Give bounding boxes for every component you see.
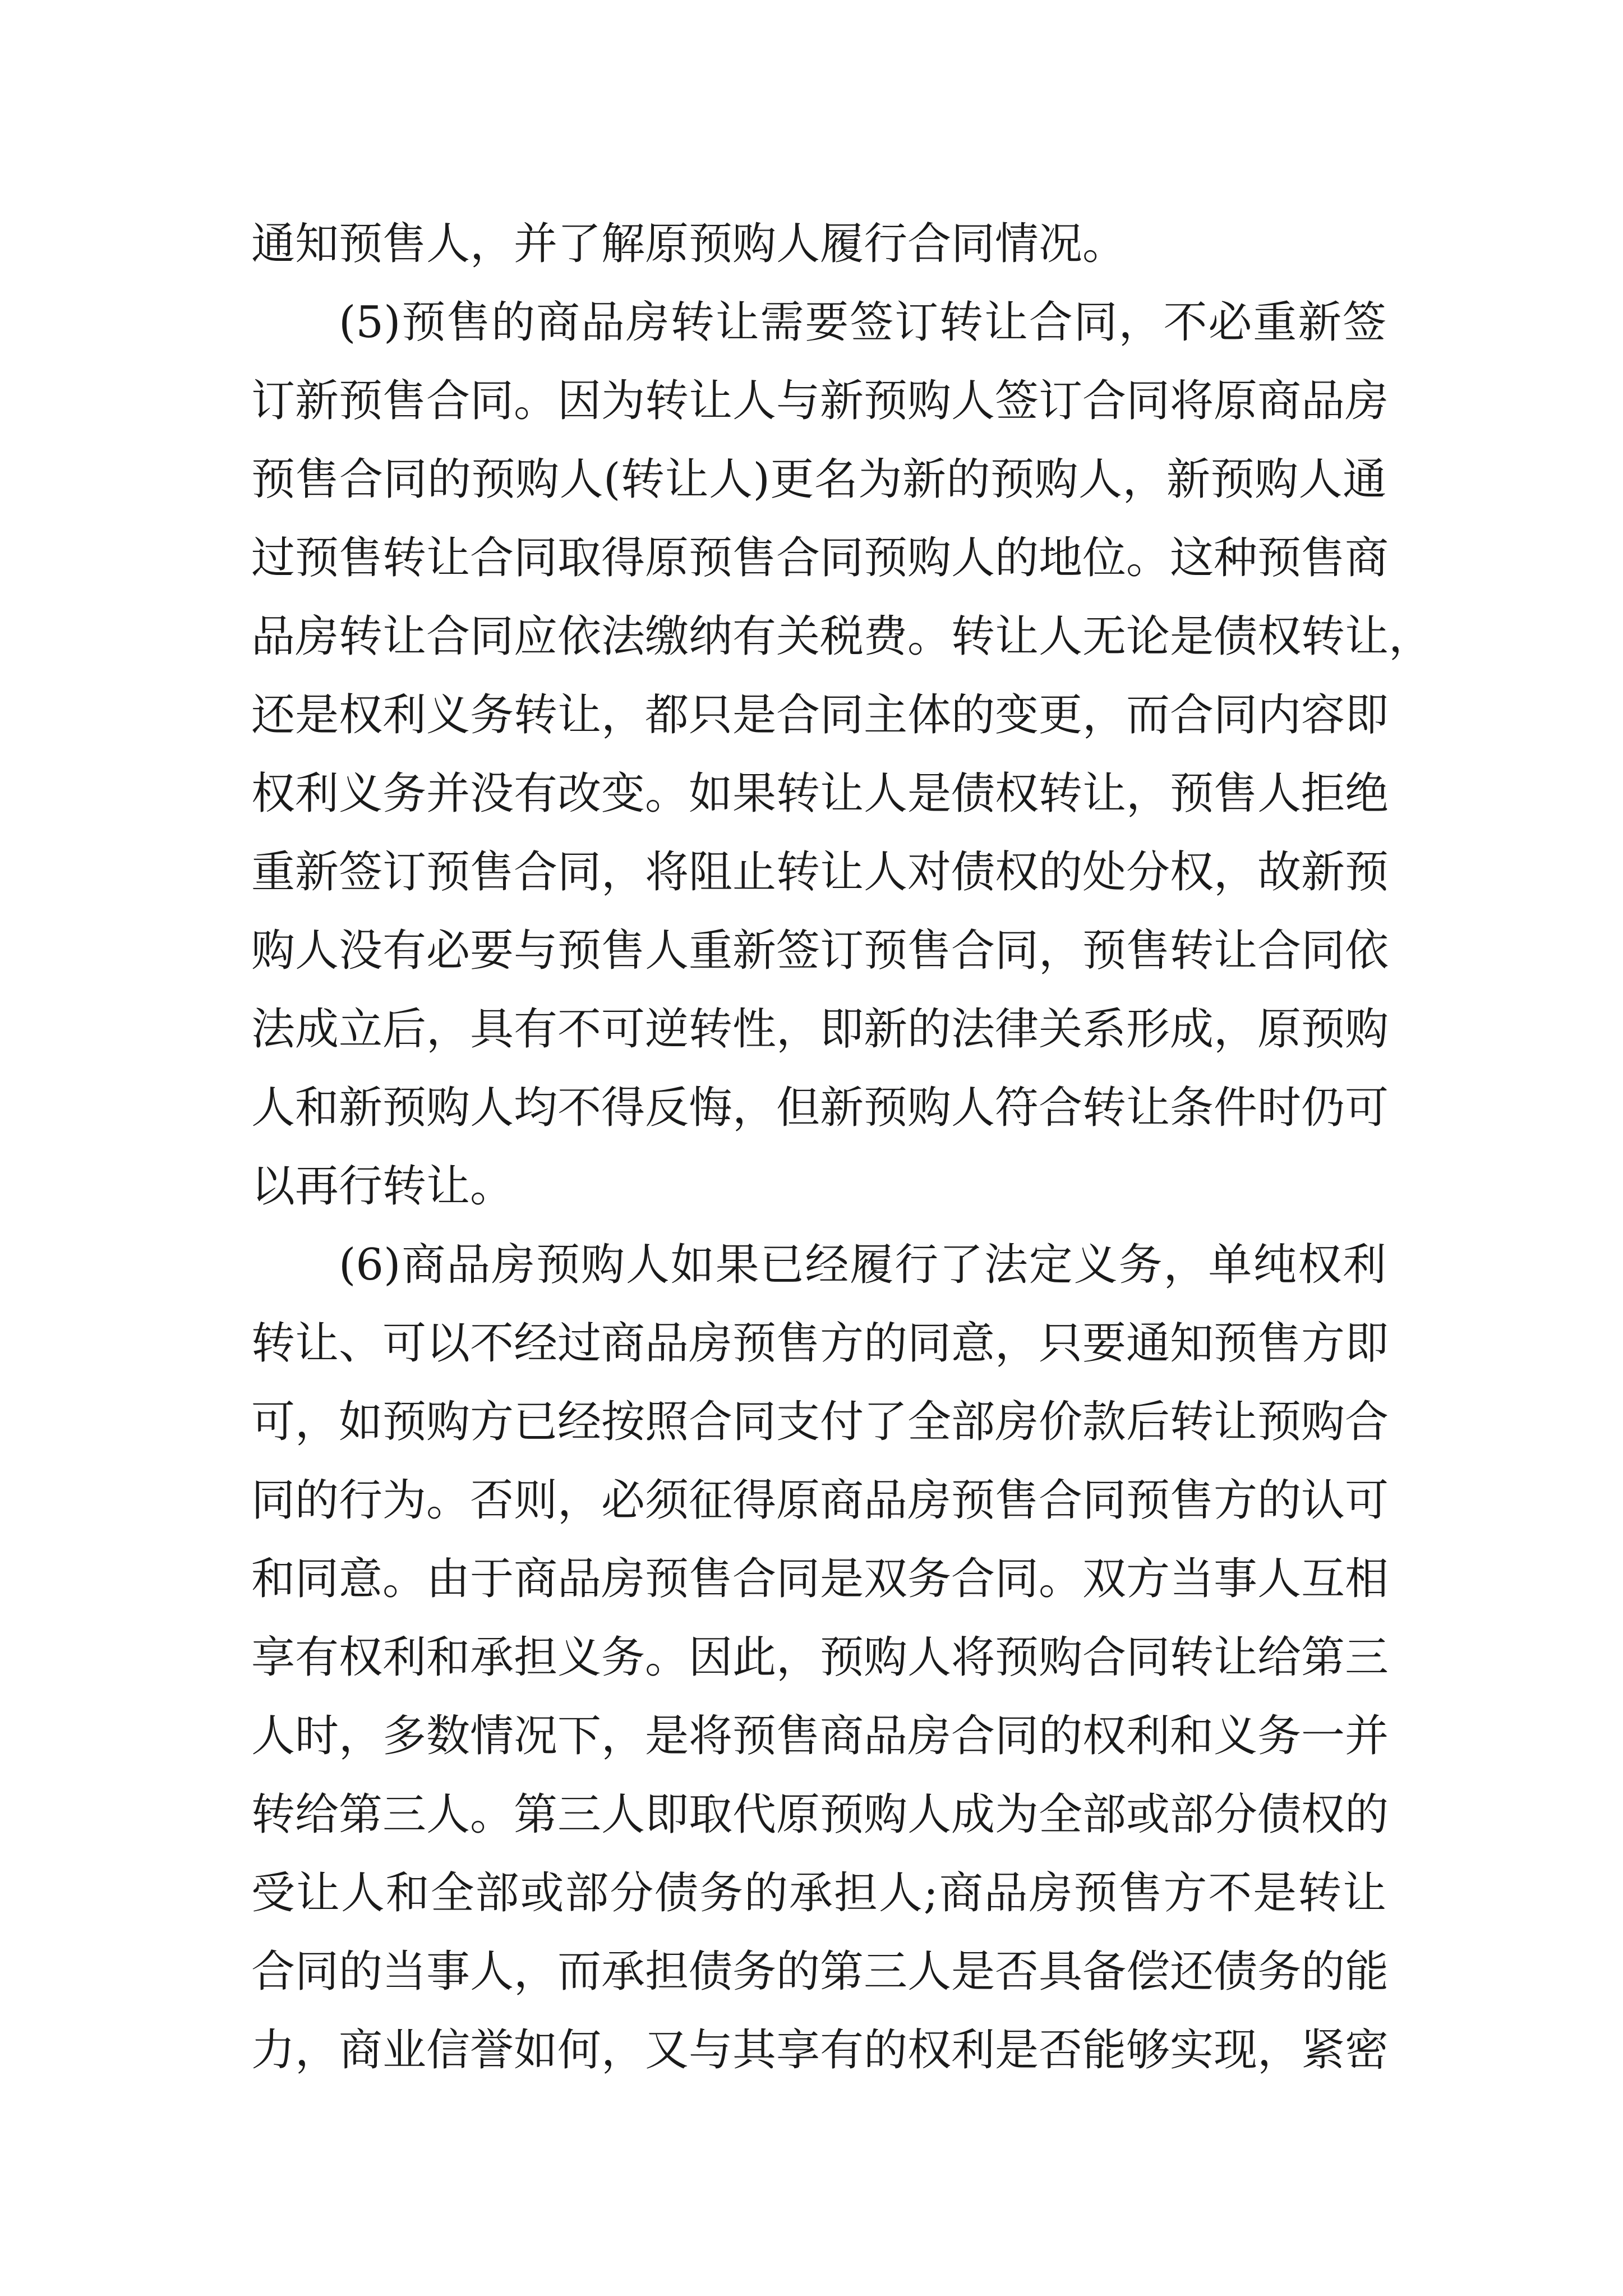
text-line-10: 购人没有必要与预售人重新签订预售合同，预售转让合同依 <box>251 926 1389 976</box>
text-line-20: 人时，多数情况下，是将预售商品房合同的权利和义务一并 <box>251 1711 1389 1761</box>
text-line-14: (6)商品房预购人如果已经履行了法定义务，单纯权利 <box>339 1240 1386 1290</box>
text-line-15: 转让、可以不经过商品房预售方的同意，只要通知预售方即 <box>251 1318 1389 1369</box>
text-line-6: 品房转让合同应依法缴纳有关税费。转让人无论是债权转让， <box>251 611 1433 662</box>
text-line-23: 合同的当事人，而承担债务的第三人是否具备偿还债务的能 <box>251 1947 1389 1997</box>
text-line-17: 同的行为。否则，必须征得原商品房预售合同预售方的认可 <box>251 1475 1389 1526</box>
text-line-24: 力，商业信誉如何，又与其享有的权利是否能够实现，紧密 <box>251 2025 1389 2076</box>
text-line-5: 过预售转让合同取得原预售合同预购人的地位。这种预售商 <box>251 533 1389 583</box>
text-line-3: 订新预售合同。因为转让人与新预购人签订合同将原商品房 <box>251 376 1389 426</box>
text-line-16: 可，如预购方已经按照合同支付了全部房价款后转让预购合 <box>251 1397 1389 1447</box>
text-line-4: 预售合同的预购人(转让人)更名为新的预购人，新预购人通 <box>251 454 1386 505</box>
text-line-8: 权利义务并没有改变。如果转让人是债权转让，预售人拒绝 <box>251 769 1389 819</box>
text-line-11: 法成立后，具有不可逆转性，即新的法律关系形成，原预购 <box>251 1004 1389 1055</box>
text-line-1: 通知预售人，并了解原预购人履行合同情况。 <box>251 219 1127 269</box>
text-line-7: 还是权利义务转让，都只是合同主体的变更，而合同内容即 <box>251 690 1389 740</box>
text-line-22: 受让人和全部或部分债务的承担人;商品房预售方不是转让 <box>251 1868 1386 1918</box>
text-line-19: 享有权利和承担义务。因此，预购人将预购合同转让给第三 <box>251 1632 1389 1683</box>
text-line-9: 重新签订预售合同，将阻止转让人对债权的处分权，故新预 <box>251 847 1389 898</box>
text-line-2: (5)预售的商品房转让需要签订转让合同，不必重新签 <box>339 297 1386 348</box>
text-line-18: 和同意。由于商品房预售合同是双务合同。双方当事人互相 <box>251 1554 1389 1604</box>
text-line-12: 人和新预购人均不得反悔，但新预购人符合转让条件时仍可 <box>251 1083 1389 1133</box>
text-line-13: 以再行转让。 <box>251 1161 514 1212</box>
text-line-21: 转给第三人。第三人即取代原预购人成为全部或部分债权的 <box>251 1789 1389 1840</box>
